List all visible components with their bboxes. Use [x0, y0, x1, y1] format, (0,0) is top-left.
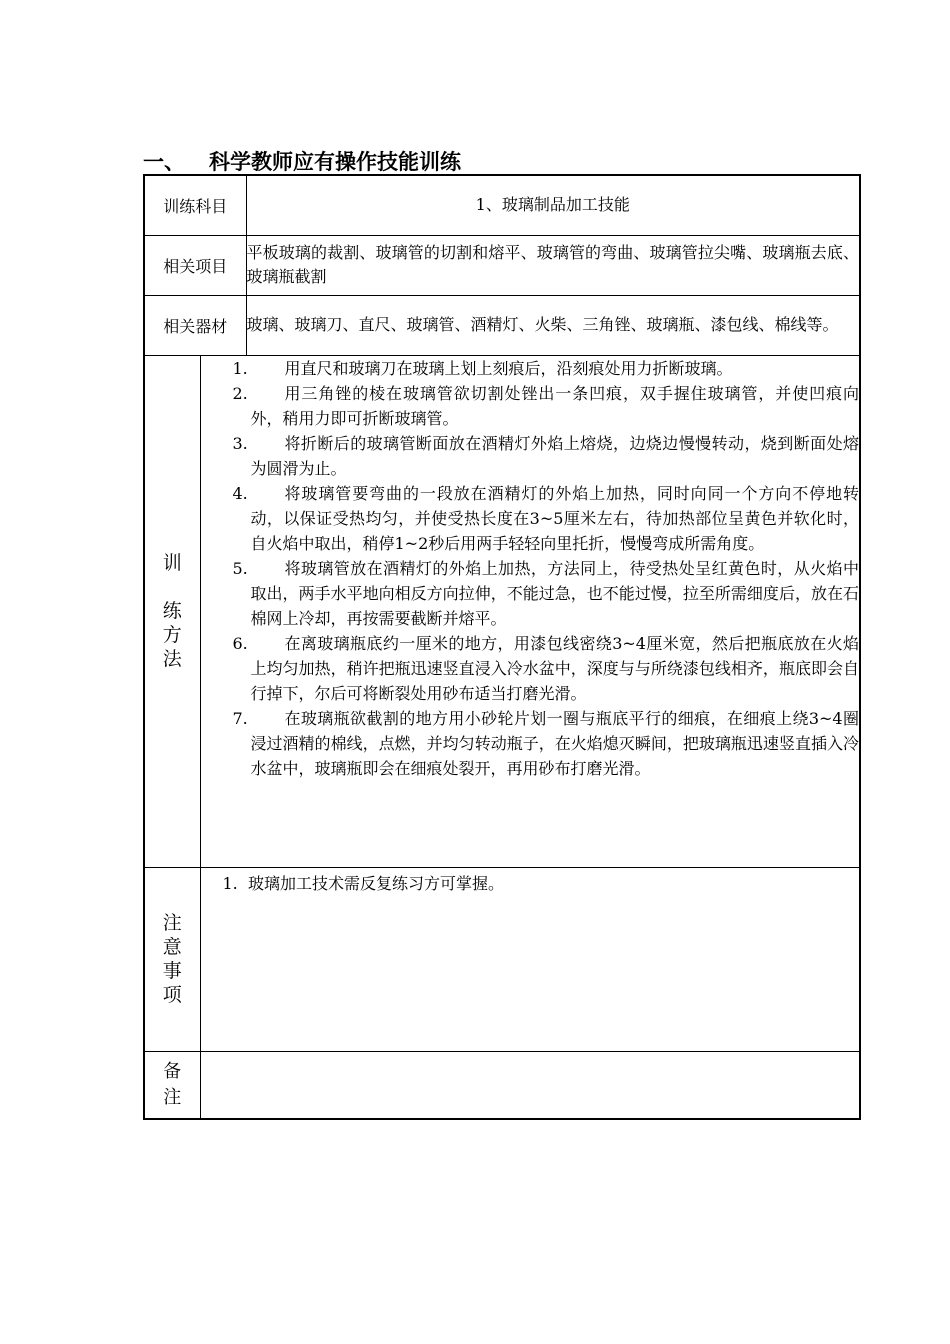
value-projects: 平板玻璃的裁割、玻璃管的切割和熔平、玻璃管的弯曲、玻璃管拉尖嘴、玻璃瓶去底、玻璃瓶截割 — [246, 235, 860, 295]
step-text: 将玻璃管放在酒精灯的外焰上加热，方法同上，待受热处呈红黄色时，从火焰中取出，两手水平地向相反方向拉伸，不能过急，也不能过慢，拉至所需细度后，放在石棉网上冷却，再按需要截断并熔平。 — [250, 558, 860, 628]
label-remarks: 备 注 — [144, 1051, 200, 1119]
method-step: 6. 在离玻璃瓶底约一厘米的地方，用漆包线密绕3~4厘米宽，然后把瓶底放在火焰上均匀加热，稍许把瓶迅速竖直浸入冷水盆中，深度与与所绕漆包线相齐，瓶底即会自行掉下，尔后可将断裂处用砂布适当打磨光滑。 — [201, 631, 860, 706]
row-notes — [144, 867, 860, 1051]
method-step: 4. 将玻璃管要弯曲的一段放在酒精灯的外焰上加热，同时向同一个方向不停地转动，以保证受热均匀，并使受热长度在3~5厘米左右，待加热部位呈黄色并软化时，自火焰中取出，稍停1~2秒后用两手轻轻向里托折，慢慢弯成所需角度。 — [201, 481, 860, 556]
row-method — [144, 355, 860, 867]
section-title: 科学教师应有操作技能训练 — [209, 149, 461, 174]
method-step: 3. 将折断后的玻璃管断面放在酒精灯外焰上熔烧，边烧边慢慢转动，烧到断面处熔为圆滑为止。 — [201, 431, 860, 481]
section-heading — [143, 146, 461, 176]
row-equipment — [144, 295, 860, 355]
method-step: 1. 用直尺和玻璃刀在玻璃上划上刻痕后，沿刻痕处用力折断玻璃。 — [201, 356, 860, 381]
row-subject — [144, 175, 860, 235]
row-remarks — [144, 1051, 860, 1119]
step-text: 用三角锉的棱在玻璃管欲切割处锉出一条凹痕，双手握住玻璃管，并使凹痕向外，稍用力即可折断玻璃管。 — [250, 383, 860, 428]
value-remarks — [200, 1051, 860, 1119]
label-notes: 注 意 事 项 — [144, 867, 200, 1051]
label-equipment: 相关器材 — [144, 295, 246, 355]
notes-content — [200, 867, 860, 1051]
label-projects: 相关项目 — [144, 235, 246, 295]
step-text: 将玻璃管要弯曲的一段放在酒精灯的外焰上加热，同时向同一个方向不停地转动，以保证受热均匀，并使受热长度在3~5厘米左右，待加热部位呈黄色并软化时，自火焰中取出，稍停1~2秒后用两手轻轻向里托折，慢慢弯成所需角度。 — [250, 483, 860, 553]
method-step: 5. 将玻璃管放在酒精灯的外焰上加热，方法同上，待受热处呈红黄色时，从火焰中取出，两手水平地向相反方向拉伸，不能过急，也不能过慢，拉至所需细度后，放在石棉网上冷却，再按需要截断并熔平。 — [201, 556, 860, 631]
step-text: 在离玻璃瓶底约一厘米的地方，用漆包线密绕3~4厘米宽，然后把瓶底放在火焰上均匀加热，稍许把瓶迅速竖直浸入冷水盆中，深度与与所绕漆包线相齐，瓶底即会自行掉下，尔后可将断裂处用砂布适当打磨光滑。 — [250, 633, 860, 703]
label-subject: 训练科目 — [144, 175, 246, 235]
value-subject: 1、玻璃制品加工技能 — [246, 175, 860, 235]
step-text: 用直尺和玻璃刀在玻璃上划上刻痕后，沿刻痕处用力折断玻璃。 — [284, 358, 733, 378]
label-method: 训 练 方 法 — [144, 355, 200, 867]
section-number: 一、 — [143, 149, 185, 174]
note-number: 1. — [222, 873, 238, 893]
step-text: 在玻璃瓶欲截割的地方用小砂轮片划一圈与瓶底平行的细痕，在细痕上绕3~4圈浸过酒精的棉线，点燃，并均匀转动瓶子，在火焰熄灭瞬间，把玻璃瓶迅速竖直插入冷水盆中，玻璃瓶即会在细痕处裂开，再用砂布打磨光滑。 — [250, 708, 860, 778]
method-step: 2. 用三角锉的棱在玻璃管欲切割处锉出一条凹痕，双手握住玻璃管，并使凹痕向外，稍用力即可折断玻璃管。 — [201, 381, 860, 431]
method-step: 7. 在玻璃瓶欲截割的地方用小砂轮片划一圈与瓶底平行的细痕，在细痕上绕3~4圈浸过酒精的棉线，点燃，并均匀转动瓶子，在火焰熄灭瞬间，把玻璃瓶迅速竖直插入冷水盆中，玻璃瓶即会在细痕处裂开，再用砂布打磨光滑。 — [201, 706, 860, 781]
training-table — [143, 174, 861, 1120]
value-equipment: 玻璃、玻璃刀、直尺、玻璃管、酒精灯、火柴、三角锉、玻璃瓶、漆包线、棉线等。 — [246, 295, 860, 355]
step-text: 将折断后的玻璃管断面放在酒精灯外焰上熔烧，边烧边慢慢转动，烧到断面处熔为圆滑为止。 — [250, 433, 860, 478]
row-projects — [144, 235, 860, 295]
note-text: 玻璃加工技术需反复练习方可掌握。 — [247, 873, 504, 893]
method-steps — [200, 355, 860, 867]
